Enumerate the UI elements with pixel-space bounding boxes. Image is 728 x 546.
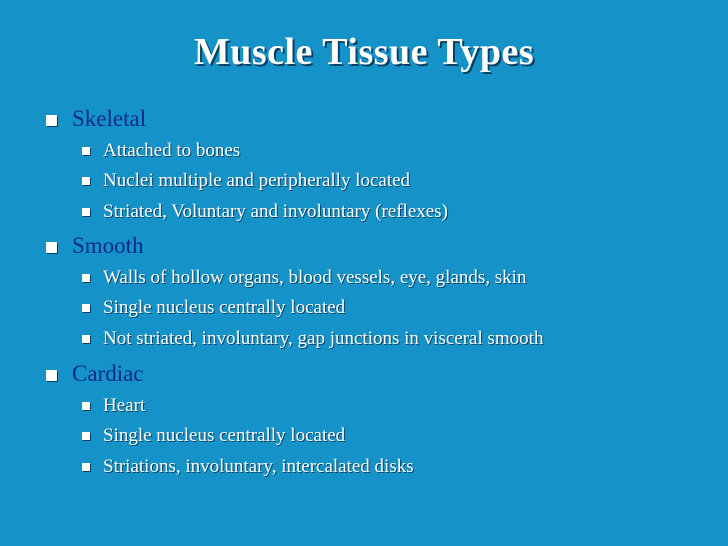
bullet-heading: Skeletal xyxy=(72,106,147,131)
square-bullet-icon xyxy=(82,177,90,185)
sub-bullet-text: Not striated, involuntary, gap junctions in visceral smooth xyxy=(103,328,544,349)
square-bullet-icon xyxy=(46,370,57,381)
square-bullet-icon xyxy=(82,463,90,471)
square-bullet-icon xyxy=(82,274,90,282)
sub-bullet-text: Single nucleus centrally located xyxy=(103,297,346,318)
square-bullet-icon xyxy=(82,304,90,312)
sub-bullet-text: Heart xyxy=(103,395,146,416)
square-bullet-icon xyxy=(82,147,90,155)
square-bullet-icon xyxy=(82,402,90,410)
sub-bullet-text: Striated, Voluntary and involuntary (reflexes) xyxy=(103,201,448,222)
bullet-heading: Smooth xyxy=(72,233,144,258)
square-bullet-icon xyxy=(82,335,90,343)
square-bullet-icon xyxy=(82,432,90,440)
sub-bullet-text: Nuclei multiple and peripherally located xyxy=(103,170,411,191)
sub-bullet-text: Walls of hollow organs, blood vessels, eye, glands, skin xyxy=(103,267,527,288)
sub-bullet-text: Striations, involuntary, intercalated disks xyxy=(103,456,414,477)
square-bullet-icon xyxy=(46,242,57,253)
bullet-heading: Cardiac xyxy=(72,361,144,386)
slide-title: Muscle Tissue Types xyxy=(193,31,535,73)
square-bullet-icon xyxy=(82,208,90,216)
sub-bullet-text: Single nucleus centrally located xyxy=(103,425,346,446)
square-bullet-icon xyxy=(46,115,57,126)
sub-bullet-text: Attached to bones xyxy=(103,140,241,161)
